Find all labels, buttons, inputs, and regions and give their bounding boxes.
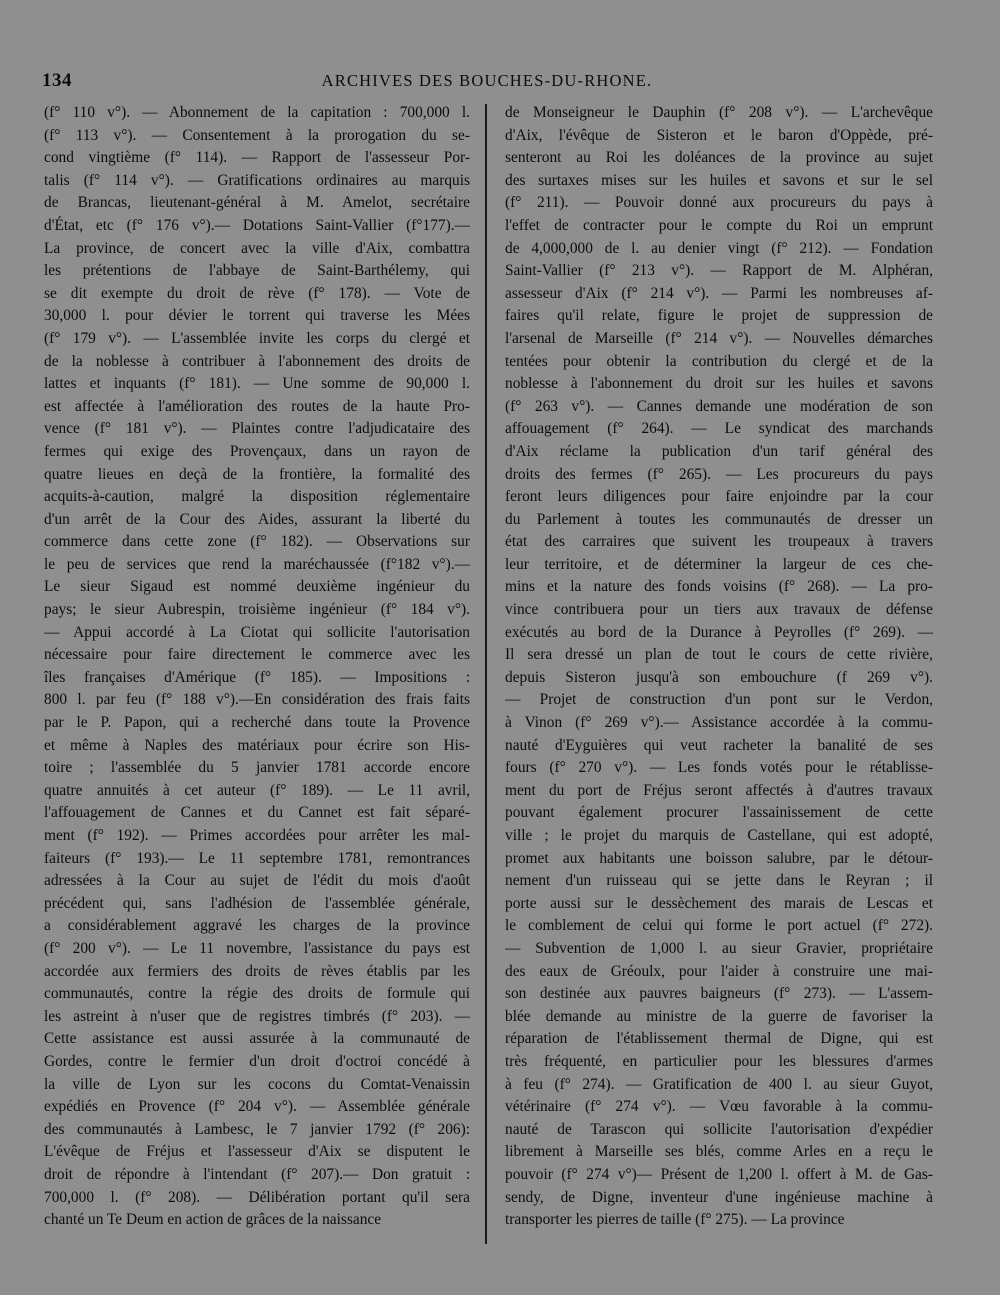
page-number: 134: [42, 70, 72, 91]
left-column: [44, 102, 470, 1232]
text-line: se dit exempte du droit de rève (f° 178). — Vote de: [44, 284, 470, 302]
text-line: faires qu'il relate, figure le projet de suppression de: [505, 307, 933, 325]
text-line: nauté d'Eyguières qui veut racheter la banalité de ses: [505, 736, 933, 754]
text-line: noblesse à l'abonnement du droit sur les huiles et savons: [505, 375, 933, 393]
text-line: ment (f° 192). — Primes accordées pour arrêter les mal-: [44, 827, 470, 844]
text-line: très fréquenté, en particulier pour les blessures d'armes: [505, 1052, 933, 1070]
text-line: commerce dans cette zone (f° 182). — Observations sur: [44, 533, 470, 551]
text-line: pays; le sieur Aubrespin, troisième ingénieur (f° 184 v°).: [44, 601, 470, 619]
text-line: état des carraires que suivent les troupeaux à travers: [505, 533, 933, 551]
text-line: les astreint à n'user que de registres timbrés (f° 203). —: [44, 1007, 470, 1025]
text-line: leur territoire, et de déterminer la largeur de ces che-: [505, 555, 933, 573]
text-line: quatre lieues en deçà de la frontière, la formalité des: [44, 465, 470, 483]
text-line: l'effet de contracter pour le compte du Roi un emprunt: [505, 216, 933, 234]
text-line: le comblement de celui qui forme le port actuel (f° 272).: [505, 917, 933, 935]
column-divider: [485, 104, 487, 1244]
text-line: de Brancas, lieutenant-général à M. Amelot, secrétaire: [44, 194, 470, 212]
text-line: fermes qui exige des Provençaux, dans un rayon de: [44, 442, 470, 460]
text-line: son destinée aux pauvres baigneurs (f° 273). — L'assem-: [505, 985, 933, 1003]
text-line: L'évêque de Fréjus et l'assesseur d'Aix se disputent le: [44, 1143, 470, 1161]
text-line: librement à Marseille ses blés, comme Arles en a reçu le: [505, 1143, 933, 1161]
text-line: précédent qui, sans l'adhésion de l'assemblée générale,: [44, 894, 470, 912]
text-line: tentées pour obtenir la contribution du clergé et de la: [505, 352, 933, 370]
text-line: d'un arrêt de la Cour des Aides, assurant la liberté du: [44, 510, 470, 528]
text-line: affouagement (f° 264). — Le syndicat des marchands: [505, 420, 933, 438]
text-line: cond vingtième (f° 114). — Rapport de l'assesseur Por-: [44, 149, 470, 167]
text-line: accordée aux fermiers des droits de rèves établis par les: [44, 962, 470, 980]
text-line: de Monseigneur le Dauphin (f° 208 v°). — L'archevêque: [505, 104, 933, 121]
text-line: à feu (f° 274). — Gratification de 400 l. au sieur Guyot,: [505, 1075, 933, 1093]
text-line: transporter les pierres de taille (f° 275). — La province: [505, 1211, 845, 1229]
text-line: fours (f° 270 v°). — Les fonds votés pour le rétablisse-: [505, 759, 933, 777]
text-line: réparation de l'établissement thermal de Digne, qui est: [505, 1030, 933, 1048]
text-line: d'Aix, l'évêque de Sisteron et le baron d'Oppède, pré-: [505, 126, 933, 144]
text-line: communautés, contre la régie des droits de formule qui: [44, 985, 470, 1003]
text-line: et même à Naples des matériaux pour écrire son His-: [44, 736, 470, 754]
text-line: nécessaire pour faire directement le commerce avec les: [44, 646, 470, 664]
text-line: la ville de Lyon sur les cocons du Comtat-Venaissin: [44, 1075, 470, 1093]
text-line: à Vinon (f° 269 v°).— Assistance accordée à la commu-: [505, 714, 933, 732]
text-line: d'État, etc (f° 176 v°).— Dotations Saint-Vallier (f°177).—: [44, 216, 470, 234]
text-line: adressées à la Cour au sujet de l'édit du mois d'août: [44, 872, 470, 890]
text-line: pouvant également procurer l'assainissement de cette: [505, 804, 933, 822]
text-line: Saint-Vallier (f° 213 v°). — Rapport de M. Alphéran,: [505, 262, 933, 280]
text-line: des surtaxes mises sur les huiles et savons et sur le sel: [505, 171, 933, 189]
text-line: 700,000 l. (f° 208). — Délibération portant qu'il sera: [44, 1188, 470, 1206]
text-line: (f° 211). — Pouvoir donné aux procureurs du pays à: [505, 194, 933, 212]
text-line: porte aussi sur le dessèchement des marais de Lescas et: [505, 894, 933, 912]
text-line: — Appui accordé à La Ciotat qui sollicite l'autorisation: [44, 623, 470, 641]
text-line: acquits-à-caution, malgré la disposition réglementaire: [44, 488, 470, 506]
text-line: de la noblesse à contribuer à l'abonnement des droits de: [44, 352, 470, 370]
text-line: toire ; l'assemblée du 5 janvier 1781 accorde encore: [44, 759, 470, 777]
text-line: (f° 200 v°). — Le 11 novembre, l'assistance du pays est: [44, 939, 470, 957]
text-line: feront leurs diligences pour faire enjoindre par la cour: [505, 488, 933, 506]
text-line: le peu de services que rend la maréchaussée (f°182 v°).—: [44, 555, 470, 573]
text-line: faiteurs (f° 193).— Le 11 septembre 1781, remontrances: [44, 849, 470, 867]
text-line: par le P. Papon, qui a recherché dans toute la Provence: [44, 714, 470, 732]
text-line: La province, de concert avec la ville d'Aix, combattra: [44, 239, 470, 257]
text-line: mins et la nature des fonds voisins (f° 268). — La pro-: [505, 578, 933, 596]
text-line: des communautés à Lambesc, le 7 janvier 1792 (f° 206):: [44, 1120, 470, 1138]
text-line: Le sieur Sigaud est nommé deuxième ingénieur du: [44, 578, 470, 596]
text-line: 800 l. par feu (f° 188 v°).—En considération des frais faits: [44, 691, 470, 709]
text-line: assesseur d'Aix (f° 214 v°). — Parmi les nombreuses af-: [505, 284, 933, 302]
text-line: droit de répondre à l'intendant (f° 207).— Don gratuit :: [44, 1165, 470, 1183]
text-line: ment du port de Fréjus seront affectés à d'autres travaux: [505, 781, 933, 799]
right-column: [505, 102, 933, 1232]
text-line: expédiés en Provence (f° 204 v°). — Assemblée générale: [44, 1098, 470, 1116]
text-line: blée demande au ministre de la guerre de favoriser la: [505, 1007, 933, 1025]
text-line: depuis Sisteron jusqu'à son embouchure (f 269 v°).: [505, 668, 933, 686]
text-line: a considérablement aggravé les charges de la province: [44, 917, 470, 935]
text-line: exécutés au bord de la Durance à Peyrolles (f° 269). —: [505, 623, 933, 641]
running-title: ARCHIVES DES BOUCHES-DU-RHONE.: [321, 71, 653, 90]
text-line: chanté un Te Deum en action de grâces de la naissance: [44, 1211, 382, 1229]
text-line: pouvoir (f° 274 v°)— Présent de 1,200 l. offert à M. de Gas-: [505, 1165, 933, 1183]
text-line: nement d'un ruisseau qui se jette dans le Reyran ; il: [505, 872, 933, 890]
text-line: îles françaises d'Amérique (f° 185). — Impositions :: [44, 668, 470, 686]
text-line: d'Aix réclame la publication d'un tarif général des: [505, 442, 933, 460]
text-line: vétérinaire (f° 274 v°). — Vœu favorable à la commu-: [505, 1098, 933, 1116]
text-line: (f° 110 v°). — Abonnement de la capitation : 700,000 l.: [44, 104, 470, 121]
text-line: 30,000 l. pour dévier le torrent qui traverse les Mées: [44, 307, 470, 325]
text-line: les prétentions de l'abbaye de Saint-Barthélemy, qui: [44, 262, 470, 280]
text-line: quatre annuités à cet auteur (f° 189). — Le 11 avril,: [44, 781, 470, 799]
text-line: des eaux de Gréoulx, pour l'aider à construire une mai-: [505, 962, 933, 980]
text-line: (f° 113 v°). — Consentement à la prorogation du se-: [44, 126, 470, 144]
text-line: nauté de Tarascon qui sollicite l'autorisation d'expédier: [505, 1120, 933, 1138]
text-line: talis (f° 114 v°). — Gratifications ordinaires au marquis: [44, 171, 470, 189]
text-line: Cette assistance est aussi assurée à la communauté de: [44, 1030, 470, 1048]
text-line: droits des fermes (f° 265). — Les procureurs du pays: [505, 465, 933, 483]
page-header: [42, 70, 932, 96]
text-line: sendy, de Digne, inventeur d'une ingénieuse machine à: [505, 1188, 933, 1206]
text-line: ville ; le projet du marquis de Castellane, qui est adopté,: [505, 827, 933, 844]
text-line: l'arsenal de Marseille (f° 214 v°). — Nouvelles démarches: [505, 329, 933, 347]
text-line: du Parlement à toutes les communautés de dresser un: [505, 510, 933, 528]
text-line: lattes et inquants (f° 181). — Une somme de 90,000 l.: [44, 375, 470, 393]
text-line: l'affouagement de Cannes et du Cannet est fait séparé-: [44, 804, 470, 822]
text-line: Gordes, contre le fermier d'un droit d'octroi concédé à: [44, 1052, 470, 1070]
text-line: vence (f° 181 v°). — Plaintes contre l'adjudicataire des: [44, 420, 470, 438]
text-line: vince contribuera pour un tiers aux travaux de défense: [505, 601, 933, 619]
text-line: de 4,000,000 de l. au denier vingt (f° 212). — Fondation: [505, 239, 933, 257]
text-line: (f° 263 v°). — Cannes demande une modération de son: [505, 397, 933, 415]
text-line: Il sera dressé un plan de tout le cours de cette rivière,: [505, 646, 933, 664]
text-line: promet aux habitants une boisson salubre, par le détour-: [505, 849, 933, 867]
text-line: — Projet de construction d'un pont sur le Verdon,: [505, 691, 933, 709]
text-line: senteront au Roi les doléances de la province au sujet: [505, 149, 933, 167]
text-line: — Subvention de 1,000 l. au sieur Gravier, propriétaire: [505, 939, 933, 957]
text-line: (f° 179 v°). — L'assemblée invite les corps du clergé et: [44, 329, 470, 347]
text-line: est affectée à l'amélioration des routes de la haute Pro-: [44, 397, 470, 415]
